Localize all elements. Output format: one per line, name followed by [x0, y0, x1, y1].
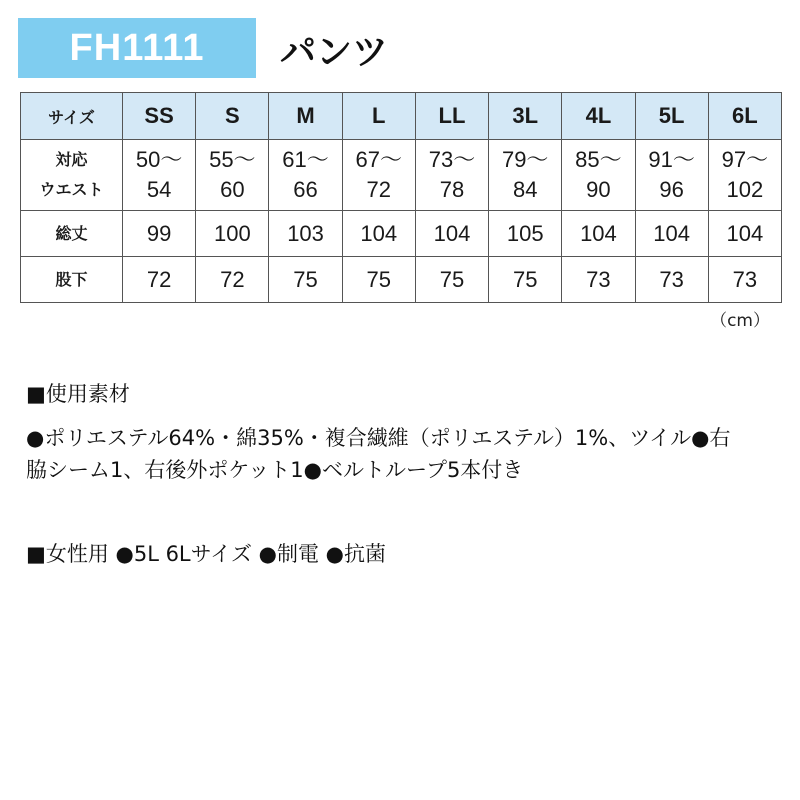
size-col-header: 5L	[635, 93, 708, 140]
model-badge	[18, 18, 256, 78]
waist-cell: 79〜 84	[489, 140, 562, 211]
materials-heading: ■使用素材	[26, 382, 130, 406]
inseam-cell: 72	[123, 257, 196, 303]
waist-cell: 61〜 66	[269, 140, 342, 211]
waist-cell: 73〜 78	[415, 140, 488, 211]
size-col-header: M	[269, 93, 342, 140]
product-name: パンツ	[280, 32, 389, 73]
inseam-cell: 75	[489, 257, 562, 303]
total-length-row	[21, 211, 782, 257]
total-length-cell: 104	[342, 211, 415, 257]
inseam-cell: 73	[562, 257, 635, 303]
unit-note: （cm）	[710, 311, 770, 331]
inseam-cell: 72	[196, 257, 269, 303]
inseam-cell: 73	[708, 257, 781, 303]
materials-description: ●ポリエステル64%・綿35%・複合繊維（ポリエステル）1%、ツイル●右脇シーム1、右後外ポケット1●ベルトループ5本付き	[26, 426, 731, 482]
size-col-header: 3L	[489, 93, 562, 140]
size-header-row	[21, 93, 782, 140]
size-col-header: S	[196, 93, 269, 140]
waist-row	[21, 140, 782, 211]
total-length-cell: 104	[635, 211, 708, 257]
inseam-row	[21, 257, 782, 303]
inseam-cell: 75	[342, 257, 415, 303]
total-length-cell: 103	[269, 211, 342, 257]
waist-cell: 67〜 72	[342, 140, 415, 211]
inseam-cell: 73	[635, 257, 708, 303]
inseam-cell: 75	[269, 257, 342, 303]
size-col-header: SS	[123, 93, 196, 140]
total-length-cell: 104	[415, 211, 488, 257]
size-header-label: サイズ	[21, 93, 123, 140]
inseam-row-label: 股下	[21, 257, 123, 303]
total-length-cell: 105	[489, 211, 562, 257]
size-col-header: LL	[415, 93, 488, 140]
size-col-header: L	[342, 93, 415, 140]
size-col-header: 6L	[708, 93, 781, 140]
waist-row-label: 対応 ウエスト	[21, 140, 123, 211]
waist-cell: 97〜 102	[708, 140, 781, 211]
waist-cell: 55〜 60	[196, 140, 269, 211]
size-table	[20, 92, 782, 303]
waist-cell: 50〜 54	[123, 140, 196, 211]
total-length-row-label: 総丈	[21, 211, 123, 257]
waist-cell: 91〜 96	[635, 140, 708, 211]
model-code: FH1111	[69, 26, 205, 69]
size-col-header: 4L	[562, 93, 635, 140]
total-length-cell: 100	[196, 211, 269, 257]
total-length-cell: 104	[562, 211, 635, 257]
features-line: ■女性用 ●5L 6Lサイズ ●制電 ●抗菌	[26, 542, 386, 566]
waist-cell: 85〜 90	[562, 140, 635, 211]
total-length-cell: 104	[708, 211, 781, 257]
total-length-cell: 99	[123, 211, 196, 257]
inseam-cell: 75	[415, 257, 488, 303]
